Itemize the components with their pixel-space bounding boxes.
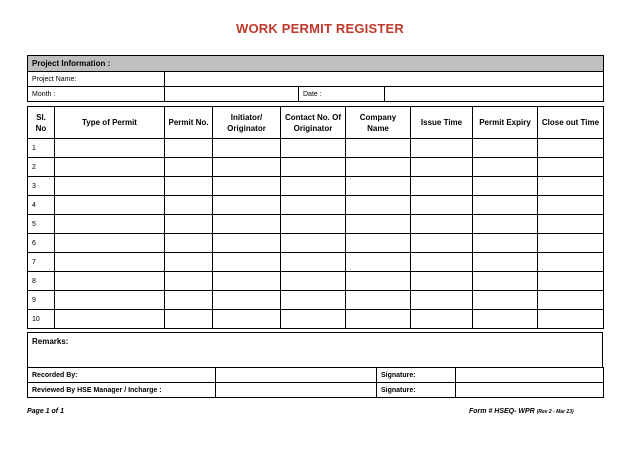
recorded-by-label: Recorded By: xyxy=(28,368,216,383)
table-cell[interactable] xyxy=(538,196,604,215)
project-name-label: Project Name: xyxy=(28,72,165,87)
table-cell[interactable] xyxy=(538,158,604,177)
table-row xyxy=(28,139,604,158)
column-header: Initiator/ Originator xyxy=(213,107,281,139)
table-cell[interactable] xyxy=(411,291,473,310)
table-cell[interactable] xyxy=(473,272,538,291)
form-revision: (Rev 2 - Mar 23) xyxy=(536,409,574,415)
table-cell[interactable] xyxy=(213,310,281,329)
table-row xyxy=(28,272,604,291)
row-number: 6 xyxy=(28,234,55,253)
table-cell[interactable] xyxy=(538,234,604,253)
signature-table xyxy=(27,367,604,398)
column-header: Sl. No xyxy=(28,107,55,139)
page-number: Page 1 of 1 xyxy=(27,408,64,415)
table-cell[interactable] xyxy=(281,291,346,310)
permit-register-table xyxy=(27,106,604,329)
column-header: Company Name xyxy=(346,107,411,139)
table-cell[interactable] xyxy=(538,272,604,291)
table-cell[interactable] xyxy=(165,234,213,253)
signature-label-reviewed: Signature: xyxy=(377,383,456,398)
row-number: 10 xyxy=(28,310,55,329)
table-cell[interactable] xyxy=(538,253,604,272)
table-cell[interactable] xyxy=(55,310,165,329)
table-cell[interactable] xyxy=(346,177,411,196)
table-row xyxy=(28,310,604,329)
table-cell[interactable] xyxy=(411,158,473,177)
table-cell[interactable] xyxy=(55,291,165,310)
recorded-by-field[interactable] xyxy=(216,368,377,383)
table-cell[interactable] xyxy=(165,310,213,329)
table-row xyxy=(28,234,604,253)
table-cell[interactable] xyxy=(473,310,538,329)
table-cell[interactable] xyxy=(165,291,213,310)
table-cell[interactable] xyxy=(411,196,473,215)
table-cell[interactable] xyxy=(281,177,346,196)
table-cell[interactable] xyxy=(346,234,411,253)
month-field[interactable] xyxy=(165,87,299,102)
table-cell[interactable] xyxy=(538,177,604,196)
table-cell[interactable] xyxy=(411,272,473,291)
table-cell[interactable] xyxy=(55,215,165,234)
table-cell[interactable] xyxy=(346,291,411,310)
column-header: Type of Permit xyxy=(55,107,165,139)
table-cell[interactable] xyxy=(213,253,281,272)
table-cell[interactable] xyxy=(346,158,411,177)
date-label: Date : xyxy=(299,87,385,102)
table-cell[interactable] xyxy=(473,253,538,272)
table-cell[interactable] xyxy=(213,272,281,291)
row-number: 4 xyxy=(28,196,55,215)
table-cell[interactable] xyxy=(213,196,281,215)
table-cell[interactable] xyxy=(165,158,213,177)
table-cell[interactable] xyxy=(165,215,213,234)
table-cell[interactable] xyxy=(55,272,165,291)
table-cell[interactable] xyxy=(346,215,411,234)
remarks-field[interactable] xyxy=(28,333,603,368)
table-cell[interactable] xyxy=(473,158,538,177)
row-number: 5 xyxy=(28,215,55,234)
table-cell[interactable] xyxy=(411,177,473,196)
signature-field-recorded[interactable] xyxy=(456,368,604,383)
table-cell[interactable] xyxy=(55,139,165,158)
form-number-text: Form # HSEQ- WPR xyxy=(469,408,535,415)
table-cell[interactable] xyxy=(165,272,213,291)
table-row xyxy=(28,291,604,310)
table-cell[interactable] xyxy=(473,196,538,215)
table-cell[interactable] xyxy=(55,234,165,253)
table-cell[interactable] xyxy=(281,196,346,215)
table-cell[interactable] xyxy=(55,177,165,196)
table-cell[interactable] xyxy=(281,253,346,272)
remarks-table xyxy=(27,332,603,368)
reviewed-by-label: Reviewed By HSE Manager / Incharge : xyxy=(28,383,216,398)
project-info-header: Project Information : xyxy=(28,56,604,72)
table-row xyxy=(28,177,604,196)
project-info-table xyxy=(27,55,604,102)
table-cell[interactable] xyxy=(538,139,604,158)
table-cell[interactable] xyxy=(411,253,473,272)
table-cell[interactable] xyxy=(55,196,165,215)
column-header: Permit Expiry xyxy=(473,107,538,139)
table-cell[interactable] xyxy=(346,196,411,215)
form-number xyxy=(469,408,574,415)
month-label: Month : xyxy=(28,87,165,102)
row-number: 1 xyxy=(28,139,55,158)
table-cell[interactable] xyxy=(165,196,213,215)
table-cell[interactable] xyxy=(473,234,538,253)
row-number: 3 xyxy=(28,177,55,196)
table-cell[interactable] xyxy=(346,310,411,329)
table-row xyxy=(28,215,604,234)
remarks-label: Remarks: xyxy=(32,337,69,346)
row-number: 8 xyxy=(28,272,55,291)
row-number: 9 xyxy=(28,291,55,310)
table-cell[interactable] xyxy=(473,215,538,234)
reviewed-by-field[interactable] xyxy=(216,383,377,398)
table-cell[interactable] xyxy=(411,234,473,253)
table-cell[interactable] xyxy=(411,215,473,234)
date-field[interactable] xyxy=(385,87,604,102)
project-name-field[interactable] xyxy=(165,72,604,87)
column-header: Issue Time xyxy=(411,107,473,139)
column-header: Close out Time xyxy=(538,107,604,139)
table-cell[interactable] xyxy=(346,272,411,291)
table-cell[interactable] xyxy=(55,253,165,272)
table-cell[interactable] xyxy=(281,158,346,177)
table-row xyxy=(28,253,604,272)
table-cell[interactable] xyxy=(213,139,281,158)
row-number: 7 xyxy=(28,253,55,272)
table-row xyxy=(28,196,604,215)
table-cell[interactable] xyxy=(538,291,604,310)
table-cell[interactable] xyxy=(473,139,538,158)
signature-label-recorded: Signature: xyxy=(377,368,456,383)
column-header: Permit No. xyxy=(165,107,213,139)
table-cell[interactable] xyxy=(213,234,281,253)
table-cell[interactable] xyxy=(213,177,281,196)
table-header-row xyxy=(28,107,604,139)
table-cell[interactable] xyxy=(411,310,473,329)
table-cell[interactable] xyxy=(165,139,213,158)
table-cell[interactable] xyxy=(411,139,473,158)
table-cell[interactable] xyxy=(281,272,346,291)
table-cell[interactable] xyxy=(538,215,604,234)
table-cell[interactable] xyxy=(281,215,346,234)
table-cell[interactable] xyxy=(538,310,604,329)
table-cell[interactable] xyxy=(165,177,213,196)
table-cell[interactable] xyxy=(473,291,538,310)
table-row xyxy=(28,158,604,177)
table-cell[interactable] xyxy=(213,215,281,234)
table-cell[interactable] xyxy=(281,139,346,158)
table-cell[interactable] xyxy=(213,158,281,177)
table-cell[interactable] xyxy=(473,177,538,196)
table-cell[interactable] xyxy=(281,234,346,253)
row-number: 2 xyxy=(28,158,55,177)
table-cell[interactable] xyxy=(165,253,213,272)
table-cell[interactable] xyxy=(55,158,165,177)
column-header: Contact No. Of Originator xyxy=(281,107,346,139)
table-cell[interactable] xyxy=(213,291,281,310)
page-title: WORK PERMIT REGISTER xyxy=(236,21,404,36)
table-cell[interactable] xyxy=(346,253,411,272)
table-cell[interactable] xyxy=(281,310,346,329)
signature-field-reviewed[interactable] xyxy=(456,383,604,398)
table-cell[interactable] xyxy=(346,139,411,158)
